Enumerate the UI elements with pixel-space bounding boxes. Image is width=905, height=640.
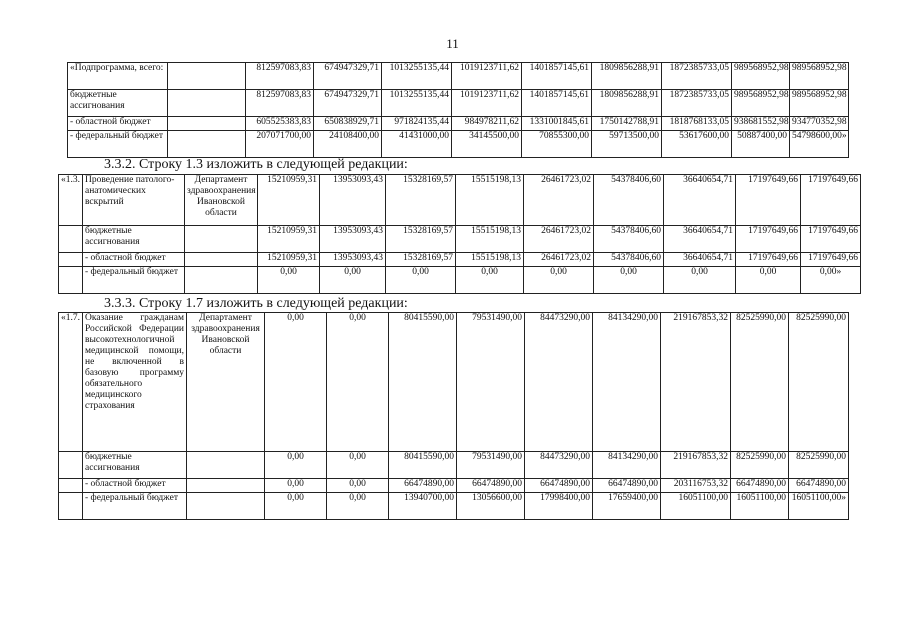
table-row xyxy=(68,90,849,117)
value-cell: 17998400,00 xyxy=(525,493,593,520)
row-label: бюджетные ассигнования xyxy=(68,90,168,117)
value-cell: 17197649,66 xyxy=(801,226,861,253)
value-cell: 650838929,71 xyxy=(314,117,382,131)
table-row xyxy=(59,479,849,493)
value-cell: 1013255135,44 xyxy=(382,90,452,117)
value-cell: 1013255135,44 xyxy=(382,63,452,90)
row-number: «1.3. xyxy=(59,175,83,226)
value-cell: 54378406,60 xyxy=(594,253,664,267)
value-cell: 15328169,57 xyxy=(386,175,456,226)
value-cell: 989568952,98 xyxy=(790,63,849,90)
value-cell: 13056600,00 xyxy=(457,493,525,520)
value-cell: 13953093,43 xyxy=(320,175,386,226)
value-cell: 207071700,00 xyxy=(246,131,314,158)
value-cell: 17197649,66 xyxy=(736,226,801,253)
value-cell: 50887400,00 xyxy=(732,131,790,158)
value-cell: 54798600,00» xyxy=(790,131,849,158)
value-cell: 66474890,00 xyxy=(389,479,457,493)
row-label: бюджетные ассигнования xyxy=(83,452,187,479)
executor: Департамент здравоохранения Ивановской области xyxy=(185,175,258,226)
value-cell: 1818768133,05 xyxy=(662,117,732,131)
value-cell: 15210959,31 xyxy=(258,226,320,253)
value-cell: 219167853,32 xyxy=(661,452,731,479)
value-cell: 605525383,83 xyxy=(246,117,314,131)
row-label: - федеральный бюджет xyxy=(68,131,168,158)
value-cell: 36640654,71 xyxy=(664,175,736,226)
value-cell: 1401857145,61 xyxy=(522,90,592,117)
value-cell: 41431000,00 xyxy=(382,131,452,158)
value-cell: 84134290,00 xyxy=(593,313,661,452)
value-cell: 0,00 xyxy=(265,313,327,452)
value-cell: 82525990,00 xyxy=(731,452,789,479)
value-cell: 17197649,66 xyxy=(736,253,801,267)
value-cell: 66474890,00 xyxy=(593,479,661,493)
value-cell: 0,00 xyxy=(736,267,801,294)
value-cell: 0,00 xyxy=(258,267,320,294)
value-cell: 989568952,98 xyxy=(732,90,790,117)
value-cell: 0,00 xyxy=(327,479,389,493)
section-heading-3-3-3: 3.3.3. Строку 1.7 изложить в следующей редакции: xyxy=(104,296,408,311)
row-label: - областной бюджет xyxy=(83,253,185,267)
value-cell: 0,00 xyxy=(327,313,389,452)
value-cell: 66474890,00 xyxy=(525,479,593,493)
value-cell: 66474890,00 xyxy=(789,479,849,493)
value-cell: 79531490,00 xyxy=(457,452,525,479)
value-cell: 54378406,60 xyxy=(594,226,664,253)
value-cell: 13953093,43 xyxy=(320,226,386,253)
value-cell: 17197649,66 xyxy=(801,175,861,226)
value-cell: 812597083,83 xyxy=(246,63,314,90)
value-cell: 812597083,83 xyxy=(246,90,314,117)
value-cell: 16051100,00 xyxy=(731,493,789,520)
value-cell: 15328169,57 xyxy=(386,253,456,267)
executor: Департамент здравоохранения Ивановской области xyxy=(187,313,265,452)
row-1-7-table xyxy=(58,312,849,520)
value-cell: 17197649,66 xyxy=(736,175,801,226)
value-cell: 0,00 xyxy=(265,493,327,520)
value-cell: 971824135,44 xyxy=(382,117,452,131)
value-cell: 674947329,71 xyxy=(314,90,382,117)
value-cell: 0,00 xyxy=(664,267,736,294)
table-row xyxy=(59,253,861,267)
value-cell: 989568952,98 xyxy=(790,90,849,117)
value-cell: 84473290,00 xyxy=(525,452,593,479)
value-cell: 17197649,66 xyxy=(801,253,861,267)
value-cell: 0,00 xyxy=(327,452,389,479)
row-title: Проведение патолого-анатомических вскрытий xyxy=(83,175,185,226)
row-1-3-table xyxy=(58,174,861,294)
value-cell: 15328169,57 xyxy=(386,226,456,253)
value-cell: 0,00 xyxy=(386,267,456,294)
table-row xyxy=(68,131,849,158)
row-title: Оказание гражданам Российской Федерации высокотехнологичной медицинской помощи, не включенной в базовую программу обязательного медицинского страхования xyxy=(83,313,187,452)
value-cell: 1331001845,61 xyxy=(522,117,592,131)
value-cell: 938681552,98 xyxy=(732,117,790,131)
value-cell: 1809856288,91 xyxy=(592,63,662,90)
value-cell: 36640654,71 xyxy=(664,226,736,253)
row-label: - федеральный бюджет xyxy=(83,267,185,294)
table-row xyxy=(68,63,849,90)
value-cell: 84473290,00 xyxy=(525,313,593,452)
value-cell: 26461723,02 xyxy=(524,253,594,267)
table-row xyxy=(59,313,849,452)
value-cell: 26461723,02 xyxy=(524,175,594,226)
row-label: - областной бюджет xyxy=(68,117,168,131)
value-cell: 989568952,98 xyxy=(732,63,790,90)
value-cell: 0,00» xyxy=(801,267,861,294)
value-cell: 0,00 xyxy=(265,479,327,493)
table-row xyxy=(59,493,849,520)
value-cell: 36640654,71 xyxy=(664,253,736,267)
value-cell: 17659400,00 xyxy=(593,493,661,520)
value-cell: 1809856288,91 xyxy=(592,90,662,117)
value-cell: 59713500,00 xyxy=(592,131,662,158)
value-cell: 1750142788,91 xyxy=(592,117,662,131)
section-heading-3-3-2: 3.3.2. Строку 1.3 изложить в следующей редакции: xyxy=(104,157,408,172)
value-cell: 203116753,32 xyxy=(661,479,731,493)
value-cell: 53617600,00 xyxy=(662,131,732,158)
value-cell: 0,00 xyxy=(456,267,524,294)
subprogram-table xyxy=(67,62,849,158)
value-cell: 674947329,71 xyxy=(314,63,382,90)
value-cell: 0,00 xyxy=(594,267,664,294)
value-cell: 15210959,31 xyxy=(258,175,320,226)
value-cell: 54378406,60 xyxy=(594,175,664,226)
value-cell: 984978211,62 xyxy=(452,117,522,131)
value-cell: 13940700,00 xyxy=(389,493,457,520)
table-row xyxy=(59,175,861,226)
value-cell: 1019123711,62 xyxy=(452,63,522,90)
value-cell: 15210959,31 xyxy=(258,253,320,267)
value-cell: 1872385733,05 xyxy=(662,63,732,90)
table-row xyxy=(68,117,849,131)
value-cell: 15515198,13 xyxy=(456,175,524,226)
value-cell: 66474890,00 xyxy=(457,479,525,493)
value-cell: 66474890,00 xyxy=(731,479,789,493)
value-cell: 15515198,13 xyxy=(456,253,524,267)
row-label: - федеральный бюджет xyxy=(83,493,187,520)
value-cell: 0,00 xyxy=(265,452,327,479)
value-cell: 34145500,00 xyxy=(452,131,522,158)
value-cell: 82525990,00 xyxy=(789,452,849,479)
row-number: «1.7. xyxy=(59,313,83,452)
page-number: 11 xyxy=(446,36,459,51)
value-cell: 80415590,00 xyxy=(389,313,457,452)
value-cell: 80415590,00 xyxy=(389,452,457,479)
value-cell: 0,00 xyxy=(320,267,386,294)
row-label: бюджетные ассигнования xyxy=(83,226,185,253)
value-cell: 24108400,00 xyxy=(314,131,382,158)
row-label: - областной бюджет xyxy=(83,479,187,493)
row-label: «Подпрограмма, всего: xyxy=(68,63,168,90)
value-cell: 0,00 xyxy=(327,493,389,520)
value-cell: 13953093,43 xyxy=(320,253,386,267)
value-cell: 1401857145,61 xyxy=(522,63,592,90)
table-row xyxy=(59,452,849,479)
value-cell: 1872385733,05 xyxy=(662,90,732,117)
value-cell: 79531490,00 xyxy=(457,313,525,452)
value-cell: 70855300,00 xyxy=(522,131,592,158)
value-cell: 84134290,00 xyxy=(593,452,661,479)
value-cell: 934770352,98 xyxy=(790,117,849,131)
value-cell: 82525990,00 xyxy=(789,313,849,452)
value-cell: 0,00 xyxy=(524,267,594,294)
value-cell: 82525990,00 xyxy=(731,313,789,452)
value-cell: 1019123711,62 xyxy=(452,90,522,117)
value-cell: 16051100,00» xyxy=(789,493,849,520)
table-row xyxy=(59,226,861,253)
table-row xyxy=(59,267,861,294)
value-cell: 16051100,00 xyxy=(661,493,731,520)
value-cell: 15515198,13 xyxy=(456,226,524,253)
value-cell: 219167853,32 xyxy=(661,313,731,452)
value-cell: 26461723,02 xyxy=(524,226,594,253)
